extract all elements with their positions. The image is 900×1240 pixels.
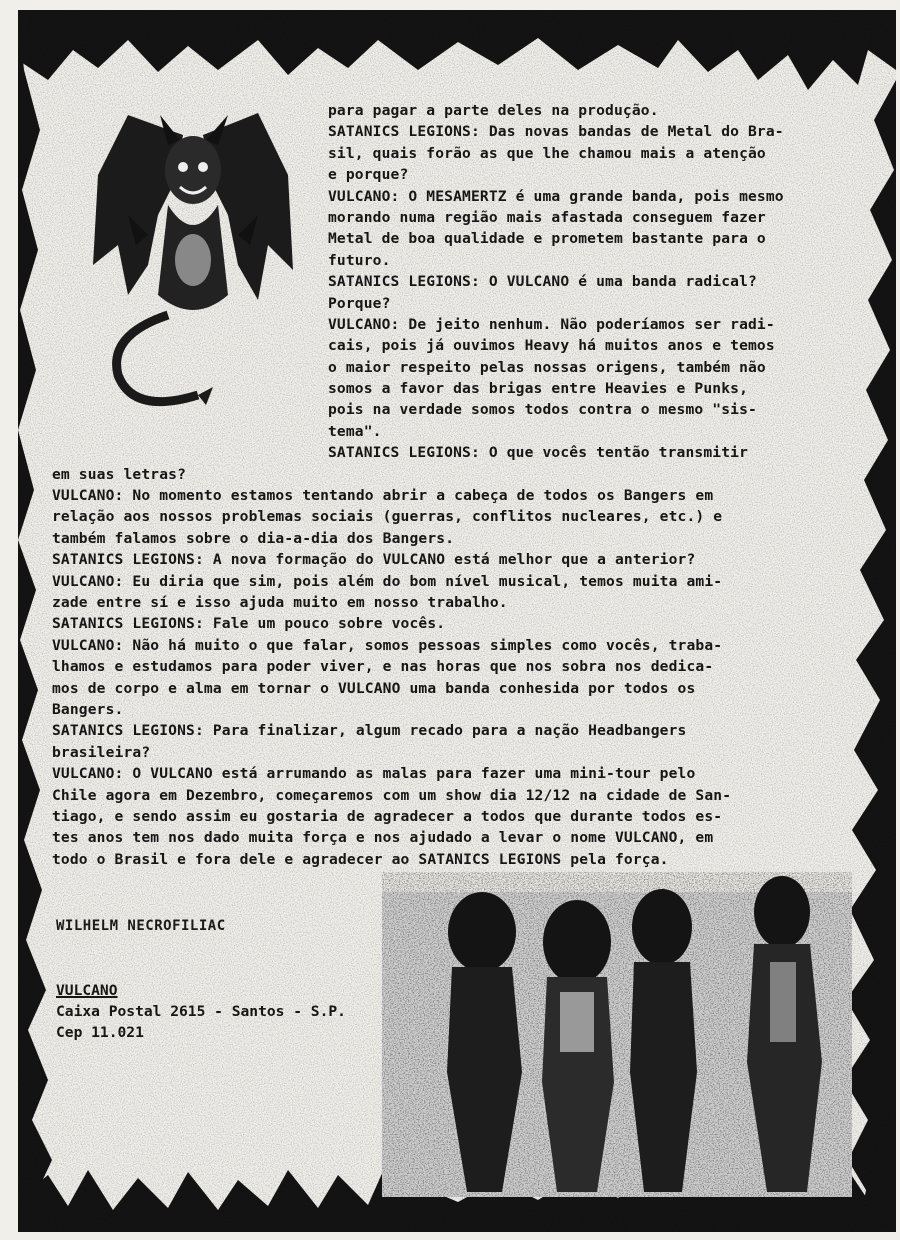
interview-line: VULCANO: O MESAMERTZ é uma grande banda, pois mesmo bbox=[328, 187, 784, 205]
interview-line: tes anos tem nos dado muita força e nos ajudado a levar o nome VULCANO, em bbox=[52, 829, 714, 847]
interview-line: todo o Brasil e fora dele e agradecer ao SATANICS LEGIONS pela força. bbox=[52, 850, 669, 868]
interview-line: somos a favor das brigas entre Heavies e Punks, bbox=[328, 380, 749, 398]
interview-line: VULCANO: No momento estamos tentando abrir a cabeça de todos os Bangers em bbox=[52, 487, 714, 505]
interview-text bbox=[52, 100, 792, 870]
interview-line: Porque? bbox=[328, 294, 391, 312]
interview-line: VULCANO: De jeito nenhum. Não poderíamos ser radi- bbox=[328, 315, 775, 333]
band-name: VULCANO bbox=[56, 982, 118, 999]
interview-line: SATANICS LEGIONS: O que vocês tentão transmitir bbox=[328, 444, 749, 462]
postal-code: Cep 11.021 bbox=[56, 1024, 144, 1041]
interview-line: SATANICS LEGIONS: O VULCANO é uma banda radical? bbox=[328, 273, 757, 291]
interview-line: sil, quais forão as que lhe chamou mais a atenção bbox=[328, 144, 766, 162]
interview-line: SATANICS LEGIONS: Para finalizar, algum recado para a nação Headbangers bbox=[52, 722, 687, 740]
interview-line: VULCANO: O VULCANO está arrumando as malas para fazer uma mini-tour pelo bbox=[52, 765, 696, 783]
contact-block bbox=[56, 980, 346, 1043]
interview-line: SATANICS LEGIONS: A nova formação do VULCANO está melhor que a anterior? bbox=[52, 551, 696, 569]
interview-line: Metal de boa qualidade e prometem bastante para o bbox=[328, 230, 766, 248]
interview-line: Chile agora em Dezembro, começaremos com um show dia 12/12 na cidade de San- bbox=[52, 786, 732, 804]
interview-line: também falamos sobre o dia-a-dia dos Bangers. bbox=[52, 529, 455, 547]
interview-line: pois na verdade somos todos contra o mesmo "sis- bbox=[328, 401, 757, 419]
interview-line: cais, pois já ouvimos Heavy há muitos anos e temos bbox=[328, 337, 775, 355]
interview-line: relação aos nossos problemas sociais (guerras, conflitos nucleares, etc.) e bbox=[52, 508, 723, 526]
interview-line: SATANICS LEGIONS: Fale um pouco sobre vocês. bbox=[52, 615, 446, 633]
interview-line: mos de corpo e alma em tornar o VULCANO uma banda conhesida por todos os bbox=[52, 679, 696, 697]
band-photo bbox=[382, 872, 852, 1197]
interview-line: Bangers. bbox=[52, 700, 124, 718]
interview-line: lhamos e estudamos para poder viver, e nas horas que nos sobra nos dedica- bbox=[52, 658, 714, 676]
interview-line: SATANICS LEGIONS: Das novas bandas de Metal do Bra- bbox=[328, 123, 784, 141]
interview-line: VULCANO: Eu diria que sim, pois além do bom nível musical, temos muita ami- bbox=[52, 572, 723, 590]
author-signature: WILHELM NECROFILIAC bbox=[56, 918, 226, 934]
interview-line: o maior respeito pelas nossas origens, também não bbox=[328, 358, 766, 376]
interview-line: e porque? bbox=[328, 166, 409, 184]
interview-line: tiago, e sendo assim eu gostaria de agradecer a todos que durante todos es- bbox=[52, 807, 723, 825]
interview-line: em suas letras? bbox=[52, 465, 187, 483]
interview-line: para pagar a parte deles na produção. bbox=[328, 102, 659, 119]
postal-address: Caixa Postal 2615 - Santos - S.P. bbox=[56, 1003, 346, 1020]
interview-line: VULCANO: Não há muito o que falar, somos pessoas simples como vocês, traba- bbox=[52, 636, 723, 654]
interview-line: zade entre sí e isso ajuda muito em nosso trabalho. bbox=[52, 593, 508, 611]
interview-line: brasileira? bbox=[52, 743, 151, 761]
interview-line: morando numa região mais afastada conseguem fazer bbox=[328, 208, 766, 226]
interview-line: tema". bbox=[328, 422, 382, 440]
interview-line: futuro. bbox=[328, 251, 391, 269]
